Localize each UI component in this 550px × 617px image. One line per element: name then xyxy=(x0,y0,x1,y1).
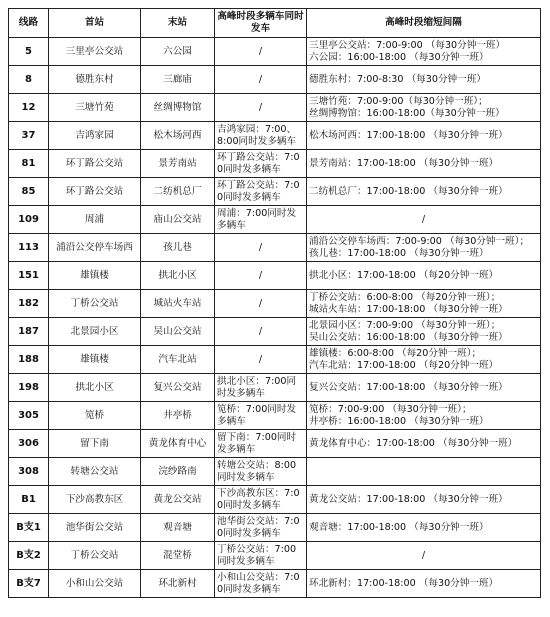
multi-departure-text: 留下南：7:00同时发多辆车 xyxy=(217,431,297,455)
shortened-interval-text: 丝绸博物馆：16:00-18:00（每30分钟一班） xyxy=(309,107,505,119)
cell-end-station: 城站火车站 xyxy=(141,290,215,318)
cell-peak-shortened-interval xyxy=(307,178,541,206)
multi-departure-text: / xyxy=(258,45,263,57)
cell-peak-multi-departure xyxy=(215,346,307,374)
cell-start-station: 三塘竹苑 xyxy=(49,94,141,122)
multi-departure-text: / xyxy=(258,325,263,337)
multi-departure-text: 周浦：7:00同时发多辆车 xyxy=(217,207,297,231)
cell-peak-shortened-interval xyxy=(307,346,541,374)
cell-start-station: 丁桥公交站 xyxy=(49,290,141,318)
shortened-interval-text: 城站火车站：17:00-18:00 （每30分钟一班） xyxy=(309,303,508,315)
cell-peak-multi-departure xyxy=(215,262,307,290)
shortened-interval-text: 雄镇楼：6:00-8:00 （每20分钟一班）； xyxy=(309,347,482,359)
cell-start-station: 吉鸿家园 xyxy=(49,122,141,150)
cell-end-station: 复兴公交站 xyxy=(141,374,215,402)
cell-peak-multi-departure xyxy=(215,206,307,234)
cell-start-station: 下沙高教东区 xyxy=(49,486,141,514)
multi-departure-text: 环丁路公交站：7:00同时发多辆车 xyxy=(217,179,300,203)
shortened-interval-text: 松木场河西：17:00-18:00 （每30分钟一班） xyxy=(309,129,508,141)
cell-end-station: 二纺机总厂 xyxy=(141,178,215,206)
cell-line-number: B支7 xyxy=(9,570,49,598)
cell-end-station: 庙山公交站 xyxy=(141,206,215,234)
table-row xyxy=(9,122,541,150)
multi-departure-text: 笕桥：7:00同时发多辆车 xyxy=(217,403,297,427)
cell-line-number: 308 xyxy=(9,458,49,486)
table-row xyxy=(9,234,541,262)
table-row xyxy=(9,374,541,402)
cell-end-station: 松木场河西 xyxy=(141,122,215,150)
cell-peak-multi-departure xyxy=(215,374,307,402)
header-line: 线路 xyxy=(9,9,49,38)
shortened-interval-text: 德胜东村：7:00-8:30 （每30分钟一班） xyxy=(309,73,486,85)
cell-start-station: 拱北小区 xyxy=(49,374,141,402)
shortened-interval-text: 三塘竹苑：7:00-9:00（每30分钟一班）； xyxy=(309,95,488,107)
shortened-interval-text: 复兴公交站：17:00-18:00 （每30分钟一班） xyxy=(309,381,508,393)
cell-peak-shortened-interval xyxy=(307,570,541,598)
header-end-station: 末站 xyxy=(141,9,215,38)
cell-peak-multi-departure xyxy=(215,122,307,150)
table-row xyxy=(9,402,541,430)
table-row xyxy=(9,318,541,346)
cell-end-station: 黄龙体育中心 xyxy=(141,430,215,458)
cell-line-number: 37 xyxy=(9,122,49,150)
cell-peak-shortened-interval xyxy=(307,318,541,346)
cell-peak-shortened-interval xyxy=(307,66,541,94)
multi-departure-text: / xyxy=(258,73,263,85)
cell-peak-multi-departure xyxy=(215,66,307,94)
multi-departure-text: 丁桥公交站：7:00同时发多辆车 xyxy=(217,543,297,567)
cell-line-number: 12 xyxy=(9,94,49,122)
table-row xyxy=(9,150,541,178)
cell-end-station: 吴山公交站 xyxy=(141,318,215,346)
shortened-interval-text: 观音塘：17:00-18:00 （每30分钟一班） xyxy=(309,521,489,533)
shortened-interval-text: 六公园：16:00-18:00 （每30分钟一班） xyxy=(309,51,489,63)
cell-end-station: 黄龙公交站 xyxy=(141,486,215,514)
shortened-interval-text: 黄龙公交站：17:00-18:00 （每30分钟一班） xyxy=(309,493,508,505)
table-row xyxy=(9,38,541,66)
cell-end-station: 三廊庙 xyxy=(141,66,215,94)
cell-line-number: 5 xyxy=(9,38,49,66)
cell-end-station: 景芳南站 xyxy=(141,150,215,178)
shortened-interval-text: 北景园小区：7:00-9:00 （每30分钟一班）； xyxy=(309,319,501,331)
cell-peak-shortened-interval xyxy=(307,122,541,150)
cell-peak-shortened-interval xyxy=(307,374,541,402)
cell-peak-multi-departure xyxy=(215,486,307,514)
multi-departure-text: 吉鸿家园：7:00、8:00同时发多辆车 xyxy=(217,123,297,147)
multi-departure-text: 拱北小区：7:00同时发多辆车 xyxy=(217,375,297,399)
cell-peak-multi-departure xyxy=(215,178,307,206)
cell-start-station: 环丁路公交站 xyxy=(49,178,141,206)
cell-start-station: 留下南 xyxy=(49,430,141,458)
shortened-interval-text: 汽车北站：17:00-18:00 （每20分钟一班） xyxy=(309,359,499,371)
cell-start-station: 池华街公交站 xyxy=(49,514,141,542)
cell-start-station: 德胜东村 xyxy=(49,66,141,94)
cell-start-station: 三里亭公交站 xyxy=(49,38,141,66)
cell-line-number: 188 xyxy=(9,346,49,374)
cell-peak-multi-departure xyxy=(215,318,307,346)
cell-end-station: 浣纱路南 xyxy=(141,458,215,486)
table-row xyxy=(9,206,541,234)
cell-peak-shortened-interval xyxy=(307,94,541,122)
shortened-interval-text: 井亭桥：16:00-18:00 （每30分钟一班） xyxy=(309,415,489,427)
cell-peak-multi-departure xyxy=(215,150,307,178)
shortened-interval-text: 笕桥：7:00-9:00 （每30分钟一班）； xyxy=(309,403,472,415)
cell-peak-shortened-interval xyxy=(307,430,541,458)
cell-start-station: 小和山公交站 xyxy=(49,570,141,598)
cell-start-station: 笕桥 xyxy=(49,402,141,430)
table-row xyxy=(9,290,541,318)
cell-line-number: 182 xyxy=(9,290,49,318)
cell-end-station: 拱北小区 xyxy=(141,262,215,290)
cell-peak-shortened-interval xyxy=(307,486,541,514)
cell-end-station: 汽车北站 xyxy=(141,346,215,374)
cell-line-number: 8 xyxy=(9,66,49,94)
cell-peak-multi-departure xyxy=(215,542,307,570)
cell-start-station: 丁桥公交站 xyxy=(49,542,141,570)
table-row xyxy=(9,430,541,458)
shortened-interval-text: 丁桥公交站：6:00-8:00 （每20分钟一班）； xyxy=(309,291,501,303)
cell-peak-multi-departure xyxy=(215,458,307,486)
cell-peak-multi-departure xyxy=(215,234,307,262)
header-row xyxy=(9,9,541,38)
table-body xyxy=(9,38,541,598)
multi-departure-text: 环丁路公交站：7:00同时发多辆车 xyxy=(217,151,300,175)
shortened-interval-text: 吴山公交站：16:00-18:00 （每30分钟一班） xyxy=(309,331,508,343)
table-row xyxy=(9,514,541,542)
cell-start-station: 环丁路公交站 xyxy=(49,150,141,178)
cell-end-station: 孩儿巷 xyxy=(141,234,215,262)
cell-end-station: 丝绸博物馆 xyxy=(141,94,215,122)
multi-departure-text: / xyxy=(258,353,263,365)
table-header xyxy=(9,9,541,38)
cell-line-number: 81 xyxy=(9,150,49,178)
cell-end-station: 混堂桥 xyxy=(141,542,215,570)
cell-peak-shortened-interval xyxy=(307,150,541,178)
cell-start-station: 雄镇楼 xyxy=(49,262,141,290)
cell-start-station: 周浦 xyxy=(49,206,141,234)
shortened-interval-text: 景芳南站：17:00-18:00 （每30分钟一班） xyxy=(309,157,499,169)
shortened-interval-text: 孩儿巷：17:00-18:00 （每30分钟一班） xyxy=(309,247,489,259)
cell-peak-multi-departure xyxy=(215,570,307,598)
cell-line-number: 187 xyxy=(9,318,49,346)
multi-departure-text: 小和山公交站：7:00同时发多辆车 xyxy=(217,571,300,595)
shortened-interval-text: 二纺机总厂：17:00-18:00 （每30分钟一班） xyxy=(309,185,508,197)
cell-line-number: B支1 xyxy=(9,514,49,542)
cell-peak-multi-departure xyxy=(215,514,307,542)
cell-line-number: 306 xyxy=(9,430,49,458)
multi-departure-text: 下沙高教东区：7:00同时发多辆车 xyxy=(217,487,300,511)
table-row xyxy=(9,486,541,514)
cell-line-number: 109 xyxy=(9,206,49,234)
cell-start-station: 北景园小区 xyxy=(49,318,141,346)
shortened-interval-text: 黄龙体育中心：17:00-18:00 （每30分钟一班） xyxy=(309,437,518,449)
cell-start-station: 浦沿公交停车场西 xyxy=(49,234,141,262)
cell-peak-shortened-interval xyxy=(307,262,541,290)
cell-peak-multi-departure xyxy=(215,402,307,430)
shortened-interval-text: 拱北小区：17:00-18:00 （每20分钟一班） xyxy=(309,269,499,281)
cell-start-station: 转塘公交站 xyxy=(49,458,141,486)
cell-end-station: 六公园 xyxy=(141,38,215,66)
multi-departure-text: 池华街公交站：7:00同时发多辆车 xyxy=(217,515,300,539)
cell-peak-multi-departure xyxy=(215,94,307,122)
table-row xyxy=(9,262,541,290)
cell-line-number: 151 xyxy=(9,262,49,290)
table-row xyxy=(9,178,541,206)
shortened-interval-text: / xyxy=(421,213,426,225)
shortened-interval-text: / xyxy=(421,549,426,561)
table-row xyxy=(9,570,541,598)
table-row xyxy=(9,66,541,94)
cell-end-station: 观音塘 xyxy=(141,514,215,542)
shortened-interval-text: 环北新村：17:00-18:00 （每30分钟一班） xyxy=(309,577,499,589)
cell-peak-shortened-interval xyxy=(307,402,541,430)
multi-departure-text: 转塘公交站：8:00同时发多辆车 xyxy=(217,459,297,483)
cell-peak-shortened-interval xyxy=(307,38,541,66)
cell-peak-multi-departure xyxy=(215,290,307,318)
cell-peak-shortened-interval xyxy=(307,290,541,318)
cell-peak-multi-departure xyxy=(215,430,307,458)
header-peak-multi-departure: 高峰时段多辆车同时发车 xyxy=(215,9,307,38)
cell-end-station: 环北新村 xyxy=(141,570,215,598)
multi-departure-text: / xyxy=(258,269,263,281)
table-row xyxy=(9,94,541,122)
cell-end-station: 井亭桥 xyxy=(141,402,215,430)
cell-line-number: 113 xyxy=(9,234,49,262)
cell-start-station: 雄镇楼 xyxy=(49,346,141,374)
cell-peak-shortened-interval xyxy=(307,542,541,570)
cell-peak-shortened-interval xyxy=(307,206,541,234)
multi-departure-text: / xyxy=(258,241,263,253)
table-row xyxy=(9,346,541,374)
table-row xyxy=(9,542,541,570)
schedule-sheet xyxy=(8,8,540,598)
header-start-station: 首站 xyxy=(49,9,141,38)
multi-departure-text: / xyxy=(258,297,263,309)
cell-peak-shortened-interval xyxy=(307,234,541,262)
cell-peak-multi-departure xyxy=(215,38,307,66)
shortened-interval-text: 三里亭公交站：7:00-9:00 （每30分钟一班） xyxy=(309,39,506,51)
cell-line-number: B1 xyxy=(9,486,49,514)
cell-line-number: B支2 xyxy=(9,542,49,570)
cell-line-number: 305 xyxy=(9,402,49,430)
cell-line-number: 198 xyxy=(9,374,49,402)
header-peak-shortened-interval: 高峰时段缩短间隔 xyxy=(307,9,541,38)
table-row xyxy=(9,458,541,486)
multi-departure-text: / xyxy=(258,101,263,113)
cell-peak-shortened-interval xyxy=(307,458,541,486)
cell-peak-shortened-interval xyxy=(307,514,541,542)
bus-schedule-table xyxy=(8,8,541,598)
shortened-interval-text: 浦沿公交停车场西：7:00-9:00 （每30分钟一班）； xyxy=(309,235,530,247)
cell-line-number: 85 xyxy=(9,178,49,206)
